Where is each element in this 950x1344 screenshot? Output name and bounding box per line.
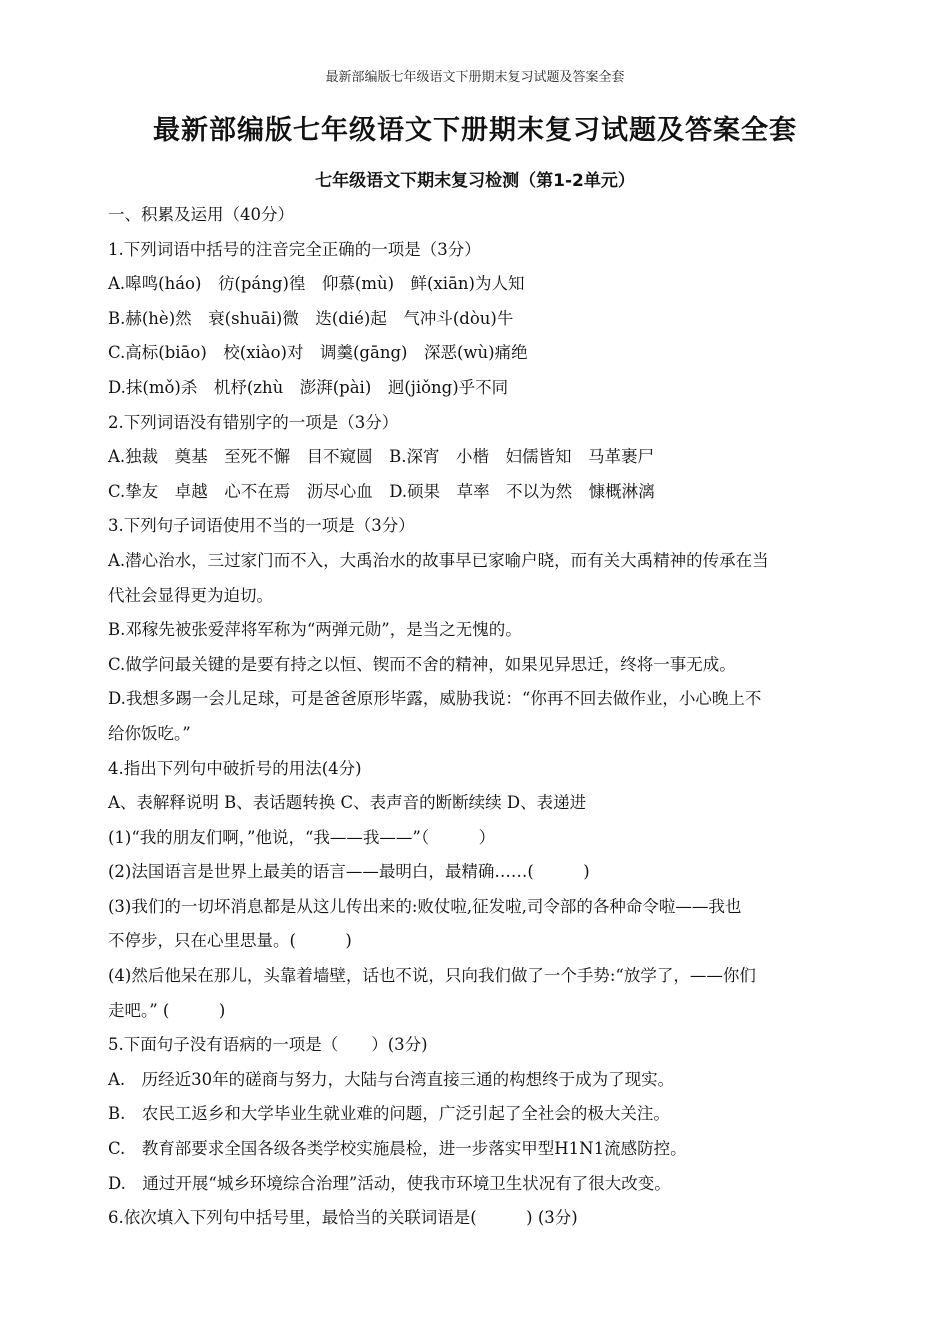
- question-4-choices: A、表解释说明 B、表话题转换 C、表声音的断断续续 D、表递进: [108, 793, 587, 813]
- document-title: 最新部编版七年级语文下册期末复习试题及答案全套: [153, 115, 797, 146]
- question-1-option-d: D.抹(mǒ)杀 机杼(zhù 澎湃(pài) 迥(jiǒng)乎不同: [108, 377, 509, 397]
- question-3-option-a-line2: 代社会显得更为迫切。: [108, 585, 273, 605]
- question-2: 2.下列词语没有错别字的一项是（3分）: [108, 412, 399, 432]
- question-4-item-3-line2: 不停步，只在心里思量。( ): [108, 931, 352, 951]
- question-3-option-d-line2: 给你饭吃。”: [108, 723, 191, 743]
- question-5-option-b: B. 农民工返乡和大学毕业生就业难的问题，广泛引起了全社会的极大关注。: [108, 1104, 670, 1124]
- question-5-option-a: A. 历经近30年的磋商与努力，大陆与台湾直接三通的构想终于成为了现实。: [108, 1069, 675, 1089]
- question-1-option-b: B.赫(hè)然 衰(shuāi)微 迭(dié)起 气冲斗(dòu)牛: [108, 308, 514, 328]
- document-body: [108, 198, 868, 1236]
- question-5-option-d: D. 通过开展“城乡环境综合治理”活动，使我市环境卫生状况有了很大改变。: [108, 1173, 671, 1193]
- question-3: 3.下列句子词语使用不当的一项是（3分）: [108, 516, 415, 536]
- question-1-option-a: A.嗥鸣(háo) 彷(páng)徨 仰慕(mù) 鲜(xiān)为人知: [108, 274, 525, 294]
- question-3-option-d-line1: D.我想多踢一会儿足球，可是爸爸原形毕露，威胁我说：“你再不回去做作业，小心晚上不: [108, 689, 762, 709]
- question-4-item-3-line1: (3)我们的一切坏消息都是从这儿传出来的:败仗啦,征发啦,司令部的各种命令啦——我也: [108, 896, 742, 916]
- running-header: 最新部编版七年级语文下册期末复习试题及答案全套: [325, 70, 625, 85]
- question-2-options-ab: A.独裁 奠基 至死不懈 目不窥圆 B.深宵 小楷 妇儒皆知 马革裹尸: [108, 447, 655, 467]
- question-4-item-2: (2)法国语言是世界上最美的语言——最明白，最精确……( ): [108, 862, 590, 882]
- question-4: 4.指出下列句中破折号的用法(4分): [108, 758, 362, 778]
- document-subtitle: 七年级语文下期末复习检测（第1-2单元）: [315, 171, 635, 191]
- question-1-option-c: C.高标(biāo) 校(xiào)对 调羹(gāng) 深恶(wù)痛绝: [108, 343, 528, 363]
- question-5-option-c: C. 教育部要求全国各级各类学校实施晨检，进一步落实甲型H1N1流感防控。: [108, 1139, 687, 1159]
- question-2-options-cd: C.挚友 卓越 心不在焉 沥尽心血 D.硕果 草率 不以为然 慷概淋漓: [108, 481, 655, 501]
- question-3-option-c: C.做学问最关键的是要有持之以恒、锲而不舍的精神，如果见异思迁，终将一事无成。: [108, 654, 736, 674]
- question-3-option-a-line1: A.潜心治水，三过家门而不入，大禹治水的故事早已家喻户晓，而有关大禹精神的传承在当: [108, 550, 769, 570]
- question-1: 1.下列词语中括号的注音完全正确的一项是（3分）: [108, 239, 481, 259]
- question-4-item-4-line1: (4)然后他呆在那儿，头靠着墙壁，话也不说，只向我们做了一个手势:“放学了，——你们: [108, 966, 756, 986]
- question-3-option-b: B.邓稼先被张爱萍将军称为“两弹元勋”，是当之无愧的。: [108, 620, 522, 640]
- section-heading: 一、积累及运用（40分）: [108, 205, 294, 224]
- question-4-item-1: (1)“我的朋友们啊，”他说，“我——我——”（ ）: [108, 827, 496, 847]
- question-4-item-4-line2: 走吧。” ( ): [108, 1000, 226, 1020]
- question-5: 5.下面句子没有语病的一项是（ ）(3分): [108, 1035, 428, 1055]
- question-6: 6.依次填入下列句中括号里，最恰当的关联词语是( ) (3分): [108, 1208, 578, 1228]
